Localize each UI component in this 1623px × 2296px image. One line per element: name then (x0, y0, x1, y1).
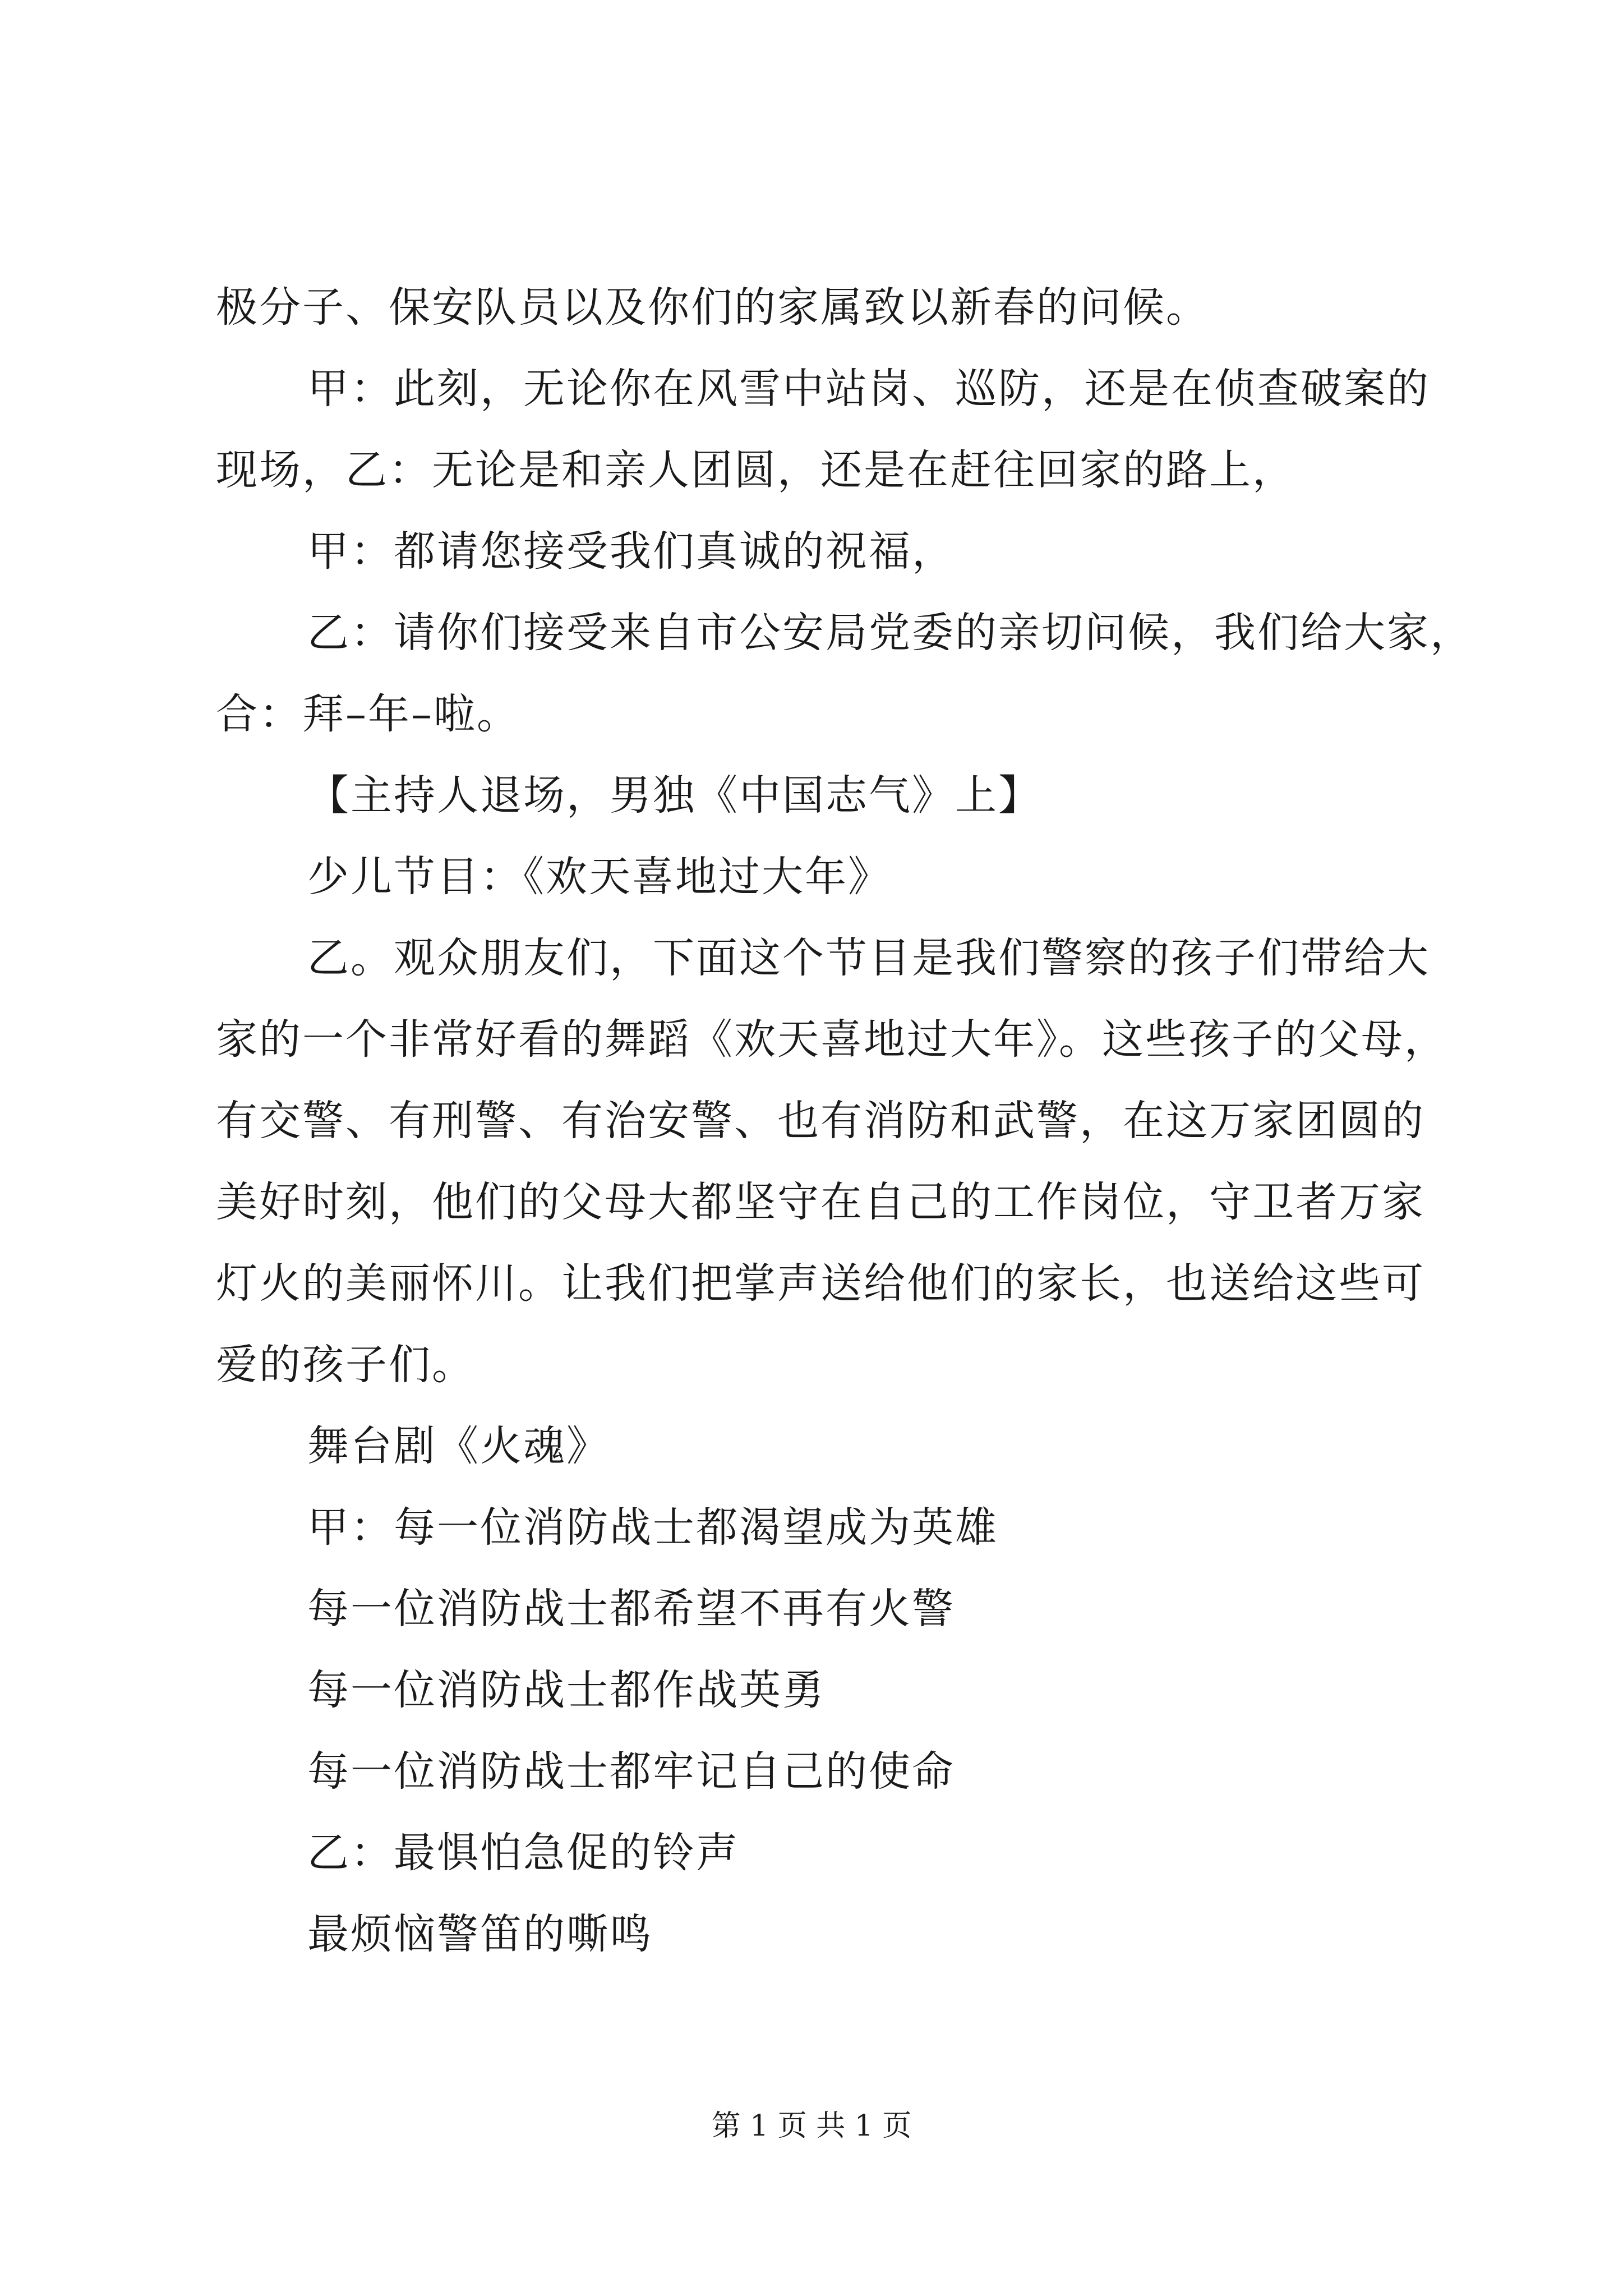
text-line: 爱的孩子们。 (216, 1341, 475, 1389)
text-line: 家的一个非常好看的舞蹈《欢天喜地过大年》。这些孩子的父母， (216, 1015, 1447, 1064)
text-line: 极分子、保安队员以及你们的家属致以新春的问候。 (216, 283, 1209, 332)
text-line: 舞台剧《火魂》 (307, 1422, 610, 1470)
text-line: 乙。观众朋友们，下面这个节目是我们警察的孩子们带给大 (307, 934, 1430, 982)
text-line: 乙：请你们接受来自市公安局党委的亲切问候，我们给大家， (307, 609, 1473, 657)
text-line: 【主持人退场，男独《中国志气》上】 (307, 771, 1041, 820)
text-line: 乙：最惧怕急促的铃声 (307, 1829, 739, 1877)
text-line: 每一位消防战士都牢记自己的使命 (307, 1747, 955, 1796)
text-line: 每一位消防战士都作战英勇 (307, 1666, 826, 1714)
text-line: 灯火的美丽怀川。让我们把掌声送给他们的家长，也送给这些可 (216, 1259, 1425, 1308)
text-line: 甲：此刻，无论你在风雪中站岗、巡防，还是在侦查破案的 (307, 365, 1430, 413)
page-footer: 第 1 页 共 1 页 (711, 2109, 912, 2143)
text-line: 每一位消防战士都希望不再有火警 (307, 1585, 955, 1633)
text-line: 有交警、有刑警、有治安警、也有消防和武警，在这万家团圆的 (216, 1097, 1425, 1145)
text-line: 少儿节目：《欢天喜地过大年》 (307, 853, 891, 901)
text-line: 美好时刻，他们的父母大都坚守在自己的工作岗位，守卫者万家 (216, 1178, 1425, 1226)
text-line: 合：拜–年–啦。 (216, 690, 520, 738)
text-line: 甲：每一位消防战士都渴望成为英雄 (307, 1503, 998, 1552)
text-line: 现场，乙：无论是和亲人团圆，还是在赶往回家的路上， (216, 446, 1295, 494)
text-line: 甲：都请您接受我们真诚的祝福， (307, 527, 955, 576)
text-line: 最烦恼警笛的嘶鸣 (307, 1910, 653, 1958)
